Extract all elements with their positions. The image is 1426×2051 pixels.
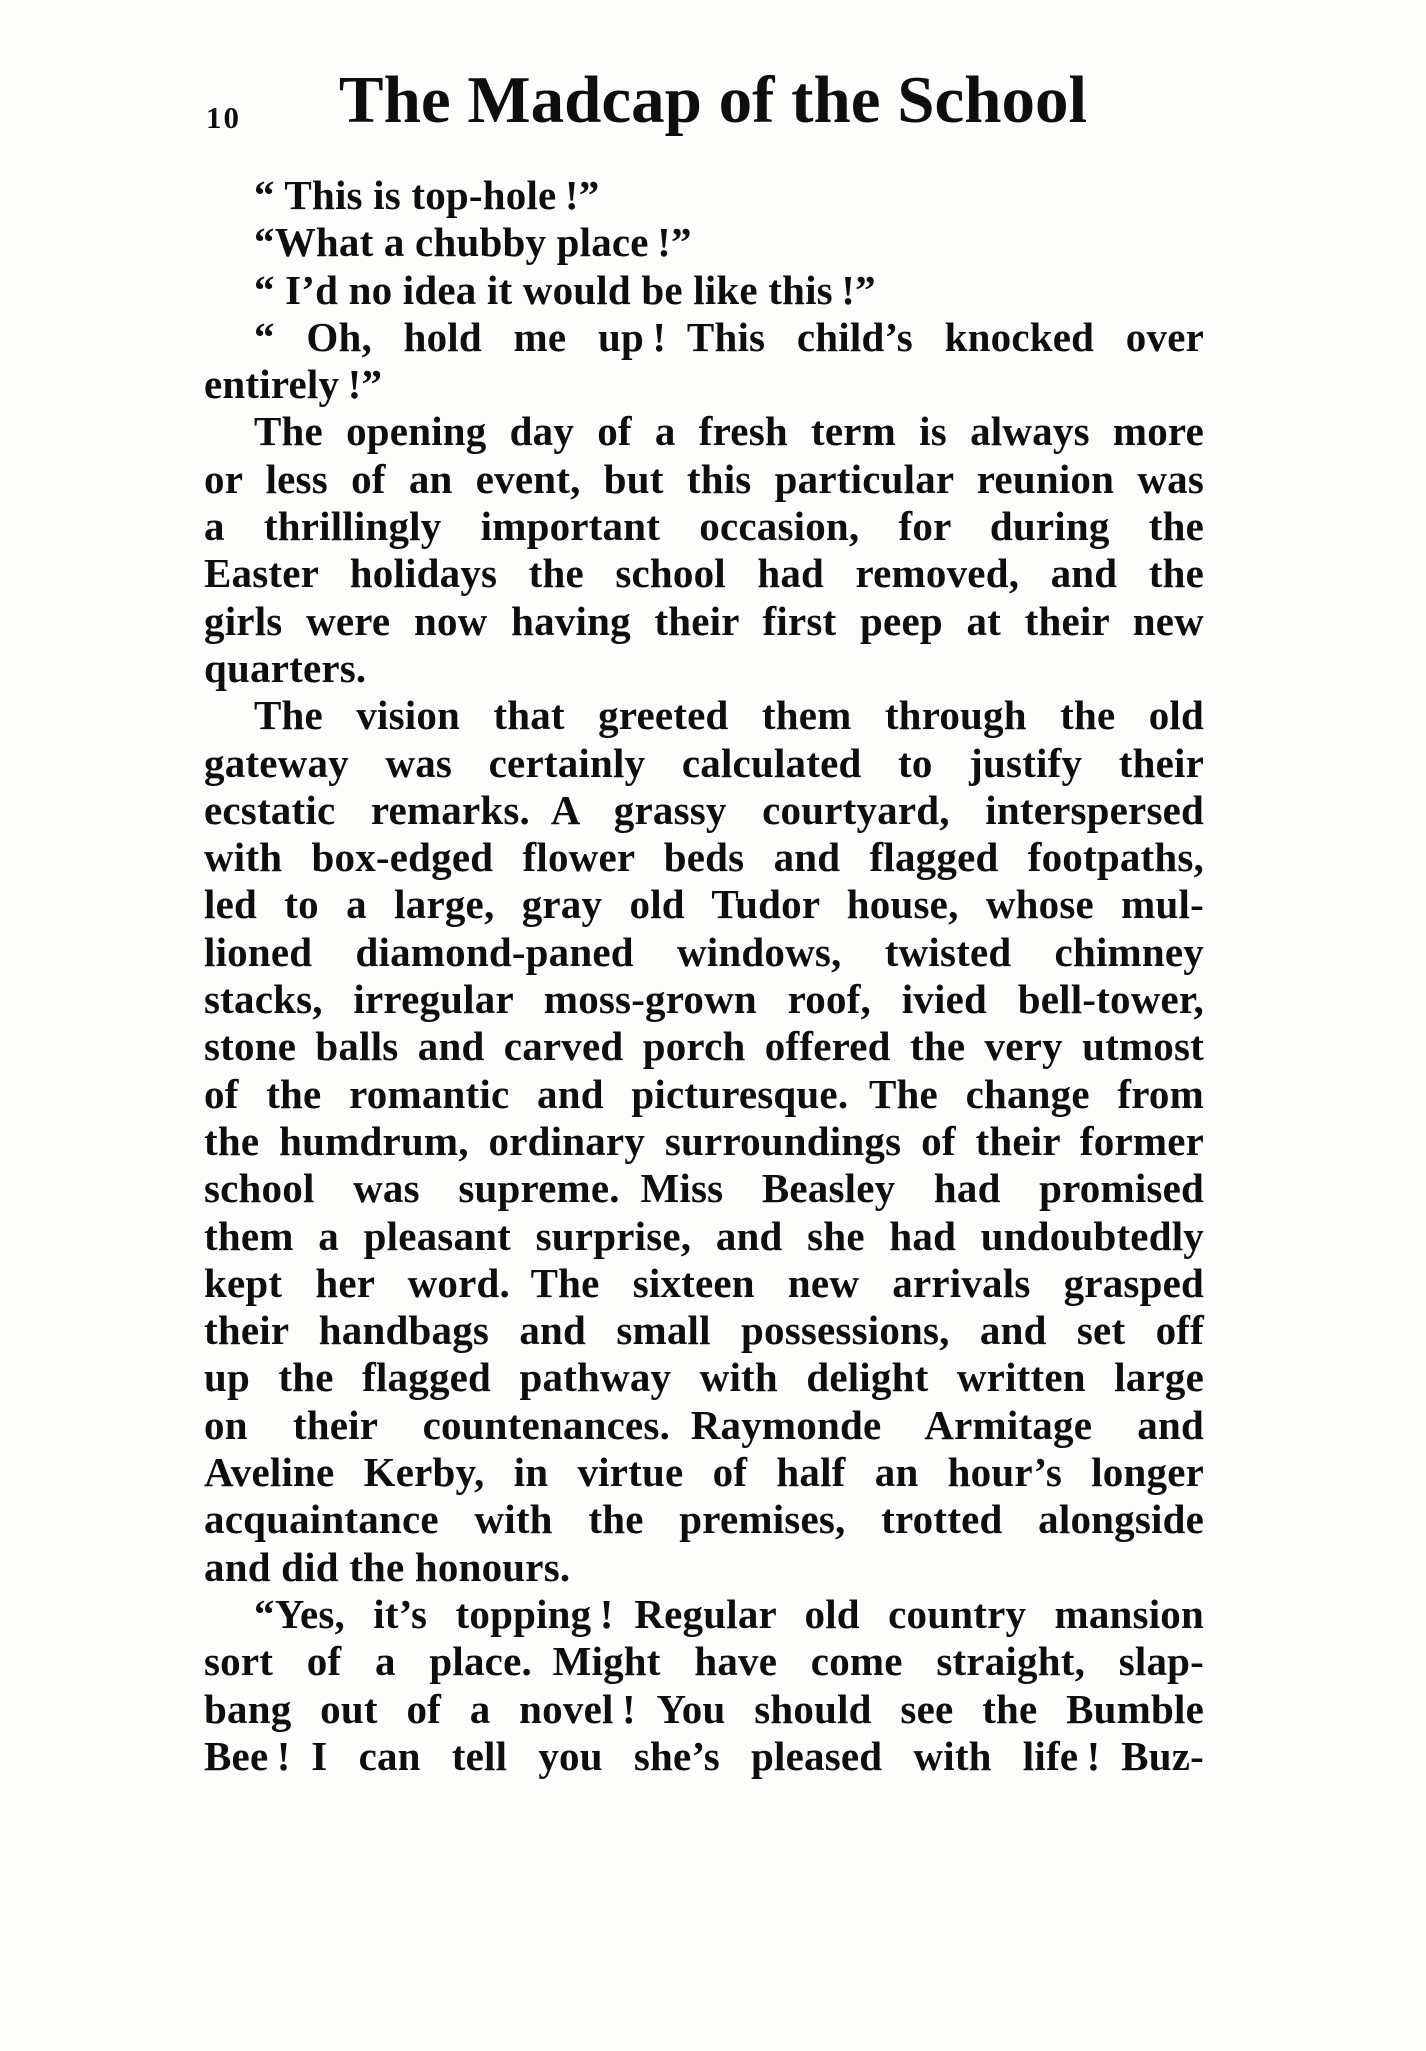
text-line: Easter holidays the school had removed, and the: [204, 550, 1204, 597]
text-line: school was supreme. Miss Beasley had promised: [204, 1165, 1204, 1212]
text-line: up the flagged pathway with delight written large: [204, 1354, 1204, 1401]
text-line: of the romantic and picturesque. The change from: [204, 1070, 1204, 1117]
text-line: the humdrum, ordinary surroundings of their former: [204, 1117, 1204, 1164]
text-line: them a pleasant surprise, and she had undoubtedly: [204, 1212, 1204, 1259]
text-line: ecstatic remarks. A grassy courtyard, interspersed: [204, 786, 1204, 833]
text-line: The vision that greeted them through the old: [254, 692, 1204, 739]
text-line: lioned diamond-paned windows, twisted chimney: [204, 928, 1204, 975]
text-line: “What a chubby place !”: [254, 219, 692, 266]
paragraph: [204, 267, 1204, 314]
page-header: [0, 0, 1426, 150]
text-line: bang out of a novel ! You should see the Bumble: [204, 1685, 1204, 1732]
paragraph: [204, 1591, 1204, 1780]
text-line: led to a large, gray old Tudor house, whose mul-: [204, 881, 1204, 928]
text-line: or less of an event, but this particular reunion was: [204, 455, 1204, 502]
text-line: on their countenances. Raymonde Armitage and: [204, 1401, 1204, 1448]
text-line: sort of a place. Might have come straight, slap-: [204, 1638, 1204, 1685]
text-line: quarters.: [204, 644, 367, 691]
paragraph: [204, 172, 1204, 219]
paragraph: [204, 219, 1204, 266]
text-line: their handbags and small possessions, and set off: [204, 1307, 1204, 1354]
text-line: Bee ! I can tell you she’s pleased with life ! Buz-: [204, 1732, 1204, 1779]
paragraph: [204, 692, 1204, 1591]
text-line: with box-edged flower beds and flagged footpaths,: [204, 834, 1204, 881]
page-body: [204, 172, 1204, 1780]
text-line: “ This is top-hole !”: [254, 172, 600, 218]
paragraph: [204, 408, 1204, 692]
paragraph: [204, 314, 1204, 409]
running-title: The Madcap of the School: [338, 63, 1088, 137]
text-line: girls were now having their first peep at their new: [204, 597, 1204, 644]
text-line: and did the honours.: [204, 1543, 571, 1590]
text-line: stone balls and carved porch offered the very utmost: [204, 1023, 1204, 1070]
page-number: 10: [206, 100, 241, 135]
text-line: kept her word. The sixteen new arrivals grasped: [204, 1259, 1204, 1306]
text-line: “Yes, it’s topping ! Regular old country mansion: [254, 1590, 1204, 1637]
text-line: “ I’d no idea it would be like this !”: [254, 266, 876, 313]
text-line: gateway was certainly calculated to justify their: [204, 739, 1204, 786]
text-line: stacks, irregular moss-grown roof, ivied bell-tower,: [204, 976, 1204, 1023]
text-line: acquaintance with the premises, trotted alongside: [204, 1496, 1204, 1543]
text-line: entirely !”: [204, 361, 383, 408]
text-line: Aveline Kerby, in virtue of half an hour’s longer: [204, 1449, 1204, 1496]
text-line: The opening day of a fresh term is always more: [254, 408, 1204, 455]
text-line: a thrillingly important occasion, for during the: [204, 503, 1204, 550]
text-line: “ Oh, hold me up ! This child’s knocked over: [254, 313, 1204, 360]
